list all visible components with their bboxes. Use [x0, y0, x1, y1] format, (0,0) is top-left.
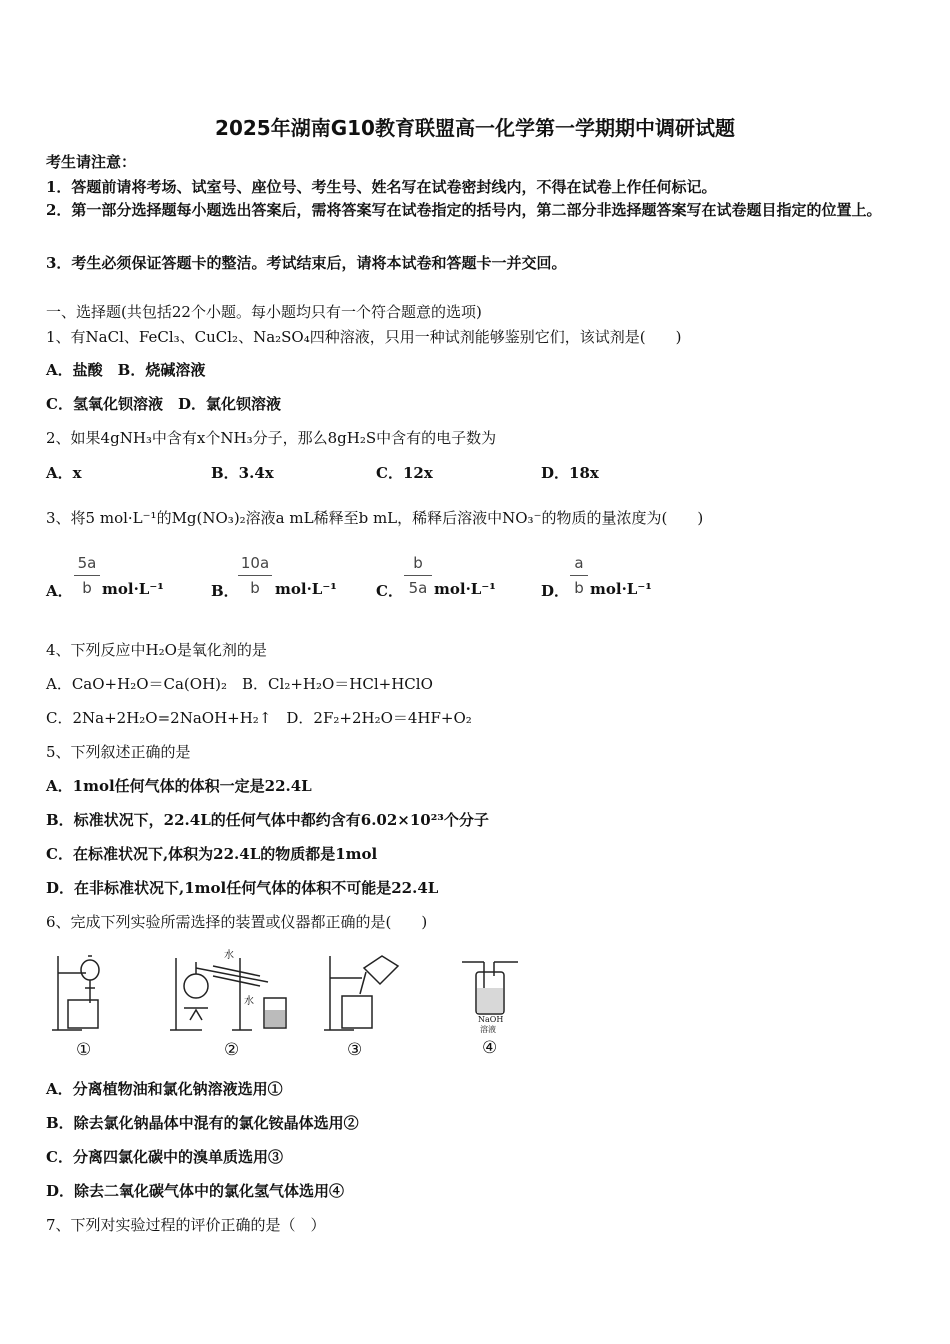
q6-option-d: D．除去二氧化碳气体中的氯化氢气体选用④ [46, 1182, 345, 1200]
q3-fraction-c-num: b [404, 554, 432, 576]
apparatus-2-distillation [168, 948, 298, 1038]
q3-fraction-a [74, 554, 100, 597]
q3-fraction-c [404, 554, 432, 597]
q4-option-ab: A．CaO+H₂O＝Ca(OH)₂ B．Cl₂+H₂O＝HCl+HClO [46, 675, 433, 693]
q3-unit-b: mol·L⁻¹ [275, 580, 337, 598]
q3-option-c-label: C． [376, 582, 403, 600]
q7-stem: 7、下列对实验过程的评价正确的是（ ） [46, 1216, 326, 1234]
apparatus-3-beaker-pouring [322, 948, 412, 1038]
notice-item-1: 1．答题前请将考场、试室号、座位号、考生号、姓名写在试卷密封线内，不得在试卷上作任何标记。 [46, 178, 717, 196]
notice-item-2: 2．第一部分选择题每小题选出答案后，需将答案写在试卷指定的括号内，第二部分非选择题答案写在试卷题目指定的位置上。 [46, 201, 882, 219]
apparatus-3-label: ③ [347, 1040, 363, 1060]
q5-option-a: A．1mol任何气体的体积一定是22.4L [46, 777, 312, 795]
q6-option-c: C．分离四氯化碳中的溴单质选用③ [46, 1148, 283, 1166]
q3-option-a-label: A． [46, 582, 73, 600]
notice-item-3: 3．考生必须保证答题卡的整洁。考试结束后，请将本试卷和答题卡一并交回。 [46, 254, 567, 272]
notice-heading: 考生请注意： [46, 153, 137, 171]
q3-option-d-label: D． [541, 582, 570, 600]
q3-fraction-c-den: 5a [408, 579, 428, 597]
q2-option-c: C．12x [376, 464, 433, 482]
q5-stem: 5、下列叙述正确的是 [46, 743, 191, 761]
q2-stem: 2、如果4gNH₃中含有x个NH₃分子，那么8gH₂S中含有的电子数为 [46, 429, 497, 447]
apparatus-1-label: ① [76, 1040, 92, 1060]
apparatus-2-water-in-label: 水 [224, 950, 234, 961]
q1-option-ab: A．盐酸 B．烧碱溶液 [46, 361, 206, 379]
apparatus-4-solution-label: 溶液 [480, 1025, 496, 1034]
q3-unit-d: mol·L⁻¹ [590, 580, 652, 598]
q2-option-a: A．x [46, 464, 82, 482]
q3-fraction-a-den: b [82, 579, 92, 597]
apparatus-1-separatory-funnel [50, 948, 120, 1038]
q6-option-b: B．除去氯化钠晶体中混有的氯化铵晶体选用② [46, 1114, 359, 1132]
q2-option-b: B．3.4x [211, 464, 274, 482]
q4-stem: 4、下列反应中H₂O是氧化剂的是 [46, 641, 267, 659]
apparatus-2-water-out-label: 水 [244, 996, 254, 1007]
q3-unit-c: mol·L⁻¹ [434, 580, 496, 598]
q1-stem: 1、有NaCl、FeCl₃、CuCl₂、Na₂SO₄四种溶液，只用一种试剂能够鉴别它们，该试剂是( ) [46, 328, 682, 346]
q5-option-b: B．标准状况下，22.4L的任何气体中都约含有6.02×10²³个分子 [46, 811, 489, 829]
q3-fraction-b [238, 554, 272, 597]
page-title: 2025年湖南G10教育联盟高一化学第一学期期中调研试题 [215, 116, 735, 140]
q6-option-a: A．分离植物油和氯化钠溶液选用① [46, 1080, 283, 1098]
q3-fraction-b-num: 10a [238, 554, 272, 576]
q5-option-d: D．在非标准状况下,1mol任何气体的体积不可能是22.4L [46, 879, 439, 897]
apparatus-2-label: ② [224, 1040, 240, 1060]
q3-fraction-d [570, 554, 588, 597]
q5-option-c: C．在标准状况下,体积为22.4L的物质都是1mol [46, 845, 378, 863]
q3-fraction-d-den: b [574, 579, 584, 597]
q3-fraction-d-num: a [570, 554, 588, 576]
q2-option-d: D．18x [541, 464, 599, 482]
apparatus-4-naoh-label: NaOH [478, 1015, 504, 1024]
q3-unit-a: mol·L⁻¹ [102, 580, 164, 598]
q3-option-b-label: B． [211, 582, 239, 600]
apparatus-4-label: ④ [482, 1038, 498, 1058]
q1-option-cd: C．氢氧化钡溶液 D．氯化钡溶液 [46, 395, 281, 413]
section-heading: 一、选择题(共包括22个小题。每小题均只有一个符合题意的选项) [46, 303, 482, 321]
q3-fraction-b-den: b [250, 579, 260, 597]
q6-stem: 6、完成下列实验所需选择的装置或仪器都正确的是( ) [46, 913, 428, 931]
q4-option-cd: C．2Na+2H₂O=2NaOH+H₂↑ D．2F₂+2H₂O＝4HF+O₂ [46, 709, 472, 727]
q3-stem: 3、将5 mol·L⁻¹的Mg(NO₃)₂溶液a mL稀释至b mL，稀释后溶液中NO₃⁻的物质的量浓度为( ) [46, 509, 704, 527]
q3-fraction-a-num: 5a [74, 554, 100, 576]
